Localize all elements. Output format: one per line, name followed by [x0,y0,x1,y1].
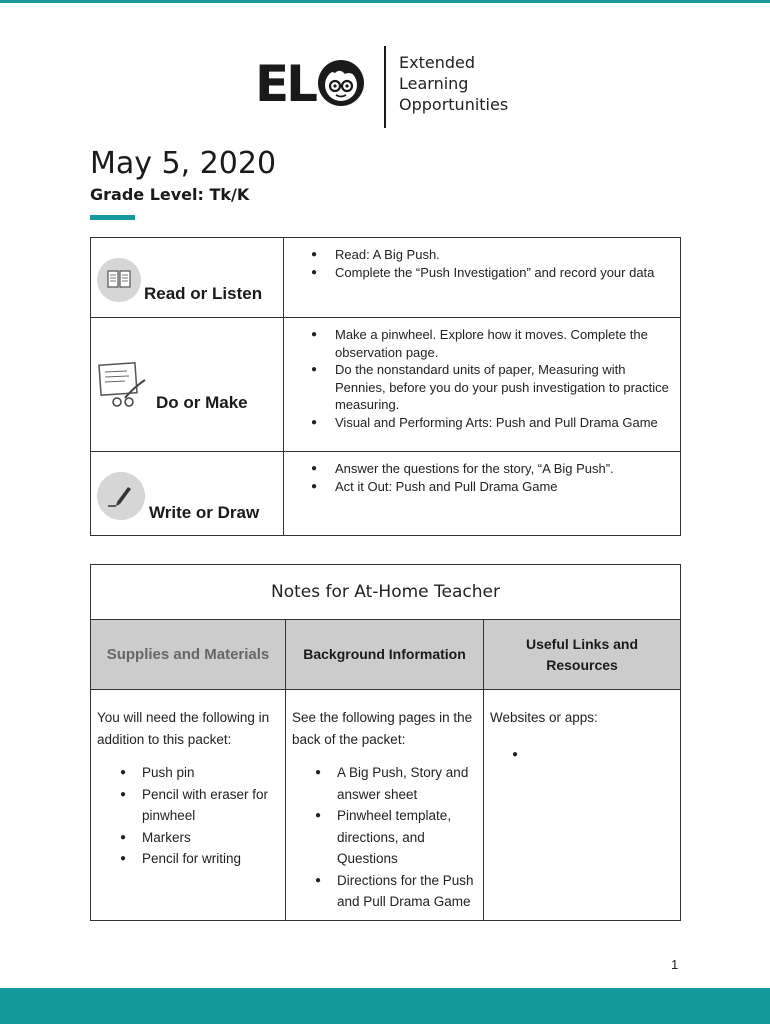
student-face-icon [316,58,366,108]
logo-tagline [399,52,508,115]
list-item: ● Make a pinwheel. Explore how it moves. Complete the observation page. [335,326,670,361]
activity-items-cell [284,452,681,536]
links-cell [484,690,681,921]
activity-title: Read or Listen [144,284,263,303]
activity-label-cell [91,238,284,318]
activity-row-do [91,318,681,452]
page-date: May 5, 2020 [90,146,277,181]
tagline-line: Learning [399,74,469,93]
background-cell [286,690,484,921]
logo-wordmark: EL [255,55,316,113]
background-intro: See the following pages in the back of the packet: [292,710,473,747]
list-item: ● A Big Push, Story and answer sheet [337,762,477,805]
activity-items-cell [284,238,681,318]
elo-logo [255,44,525,130]
supplies-intro: You will need the following in addition to this packet: [97,710,270,747]
notes-header-row [91,620,681,690]
notes-table [90,564,681,921]
activity-label-cell [91,318,284,452]
list-item: ● Pencil with eraser for pinwheel [142,784,279,827]
empty-bullet: ● [512,749,519,760]
list-item: ● Answer the questions for the story, “A Big Push”. [335,460,670,478]
grade-level: Grade Level: Tk/K [90,185,250,204]
activity-items-cell [284,318,681,452]
column-header-background: Background Information [286,620,484,690]
list-item: ● Visual and Performing Arts: Push and Pull Drama Game [335,414,670,432]
background-list [286,762,483,913]
supplies-list [91,762,285,870]
activity-title: Do or Make [156,393,248,412]
notes-title-row [91,565,681,620]
list-item: ● Act it Out: Push and Pull Drama Game [335,478,670,496]
tagline-line: Extended [399,53,475,72]
list-item: ● Markers [142,827,279,849]
logo-divider [384,46,386,128]
activity-items [284,238,680,281]
activity-items [284,452,680,495]
top-rule [0,0,770,3]
activity-items [284,318,680,431]
list-item: ● Do the nonstandard units of paper, Measuring with Pennies, before you do your push investigation to practice measuring. [335,361,670,414]
pencil-icon [97,472,145,520]
column-header-supplies: Supplies and Materials [91,620,286,690]
footer-band [0,988,770,1024]
activity-row-read [91,238,681,318]
page-number: 1 [671,957,679,972]
list-item: ● Directions for the Push and Pull Drama Game [337,870,477,913]
book-icon [97,258,141,302]
column-header-links: Useful Links and Resources [484,620,681,690]
notes-body-row [91,690,681,921]
list-item: ● Push pin [142,762,279,784]
list-item: ● Pinwheel template, directions, and Questions [337,805,477,870]
activity-title: Write or Draw [149,503,260,522]
tagline-line: Opportunities [399,95,509,114]
activity-row-write [91,452,681,536]
list-item: ● Pencil for writing [142,848,279,870]
activity-table [90,237,681,536]
accent-bar [90,215,135,220]
craft-icon [97,358,153,410]
list-item: ● Complete the “Push Investigation” and record your data [335,264,670,282]
links-intro: Websites or apps: [490,710,598,725]
activity-label-cell [91,452,284,536]
list-item: ● Read: A Big Push. [335,246,670,264]
supplies-cell [91,690,286,921]
notes-title: Notes for At-Home Teacher [91,565,681,620]
